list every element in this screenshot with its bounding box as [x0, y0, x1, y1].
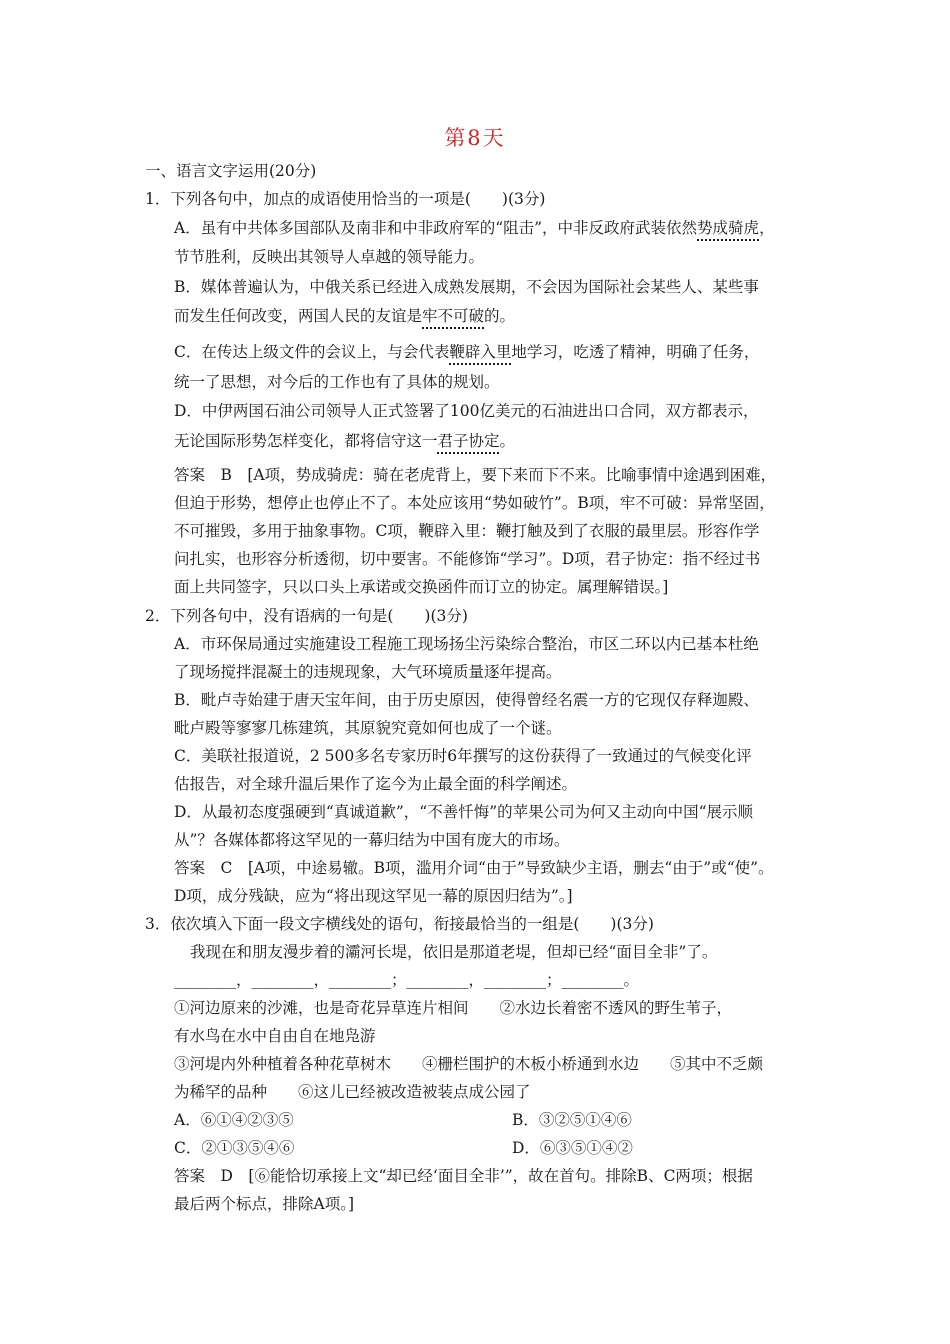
q2-stem: 2．下列各句中，没有语病的一句是( )(3分)	[145, 607, 468, 625]
q1-answer-line1: 答案 B [A项，势成骑虎：骑在老虎背上，要下来而下不来。比喻事情中途遇到困难，	[174, 466, 777, 484]
q1-answer-line4: 问扎实，也形容分析透彻，切中要害。不能修饰“学习”。D项，君子协定：指不经过书	[174, 550, 761, 568]
q3-sentence-line2: 有水鸟在水中自由自在地凫游	[174, 1027, 376, 1045]
q3-option-c: C．②①③⑤④⑥	[174, 1139, 295, 1157]
q1-option-a-line2: 节节胜利，反映出其领导人卓越的领导能力。	[174, 248, 485, 266]
q3-blanks: ________，________，________；________，________；________。	[174, 971, 640, 989]
q1-option-c-line2: 统一了思想，对今后的工作也有了具体的规划。	[174, 373, 500, 391]
q2-line: B．毗卢寺始建于唐天宝年间，由于历史原因，使得曾经名震一方的它现仅存释迦殿、	[174, 691, 759, 709]
q2-line: 了现场搅拌混凝土的违规现象，大气环境质量逐年提高。	[174, 663, 562, 681]
q1-d-idiom: 君子协定	[437, 432, 500, 450]
q3-option-d: D．⑥③⑤①④②	[512, 1139, 633, 1157]
q3-sentence-line1: ①河边原来的沙滩，也是奇花异草连片相间 ②水边长着密不透风的野生苇子，	[174, 999, 733, 1017]
q1-option-b-line1: B．媒体普遍认为，中俄关系已经进入成熟发展期，不会因为国际社会某些人、某些事	[174, 278, 759, 296]
q3-answer-line1: 答案 D [⑥能恰切承接上文“却已经‘面目全非’”，故在首句。排除B、C两项；根据	[174, 1167, 753, 1185]
q2-line: D．从最初态度强硬到“真诚道歉”，“不善忏悔”的苹果公司为何又主动向中国“展示顺	[174, 803, 754, 821]
q3-sentence-line4: 为稀罕的品种 ⑥这儿已经被改造被装点成公园了	[174, 1083, 531, 1101]
q1-option-b-line2: 而发生任何改变，两国人民的友谊是牢不可破的。	[174, 307, 516, 325]
q2-line: C．美联社报道说，2 500多名专家历时6年撰写的这份获得了一致通过的气候变化评	[174, 747, 752, 765]
q1-option-a-line1: A．虽有中共体多国部队及南非和中非政府军的“阻击”，中非反政府武装依然势成骑虎，	[174, 219, 775, 237]
q3-stem: 3．依次填入下面一段文字横线处的语句，衔接最恰当的一组是( )(3分)	[145, 915, 654, 933]
q1-b-idiom: 牢不可破	[422, 307, 485, 325]
q2-answer-line1: 答案 C [A项，中途易辙。B项，滥用介词“由于”导致缺少主语，删去“由于”或“使”。	[174, 859, 774, 877]
q2-line: 毗卢殿等寥寥几栋建筑，其原貌究竟如何也成了一个谜。	[174, 719, 562, 737]
q3-intro: 我现在和朋友漫步着的灞河长堤，依旧是那道老堤，但却已经“面目全非”了。	[190, 943, 718, 961]
q1-answer-line3: 不可摧毁，多用于抽象事物。C项，鞭辟入里：鞭打触及到了衣服的最里层。形容作学	[174, 522, 760, 540]
section-heading: 一、语言文字运用(20分)	[145, 162, 317, 180]
q1-option-d-line1: D．中伊两国石油公司领导人正式签署了100亿美元的石油进出口合同，双方都表示，	[174, 402, 759, 420]
q1-stem: 1．下列各句中，加点的成语使用恰当的一项是( )(3分)	[145, 190, 546, 208]
q3-option-a: A．⑥①④②③⑤	[174, 1111, 294, 1129]
q1-a-idiom: 势成骑虎	[697, 219, 760, 237]
q1-option-d-line2: 无论国际形势怎样变化，都将信守这一君子协定。	[174, 432, 516, 450]
q3-sentence-line3: ③河堤内外种植着各种花草树木 ④栅栏围护的木板小桥通到水边 ⑤其中不乏颇	[174, 1055, 764, 1073]
q1-answer-line2: 但迫于形势，想停止也停止不了。本处应该用“势如破竹”。B项，牢不可破：异常坚固，	[174, 494, 775, 512]
q3-option-b: B．③②⑤①④⑥	[512, 1111, 632, 1129]
q1-option-c-line1: C．在传达上级文件的会议上，与会代表鞭辟入里地学习，吃透了精神，明确了任务，	[174, 343, 760, 361]
q2-line: 估报告，对全球升温后果作了迄今为止最全面的科学阐述。	[174, 775, 578, 793]
q2-line: A．市环保局通过实施建设工程施工现场扬尘污染综合整治，市区二环以内已基本杜绝	[174, 635, 759, 653]
page-title: 第8天	[444, 126, 506, 150]
q2-answer-line2: D项，成分残缺，应为“将出现这罕见一幕的原因归结为”。]	[174, 887, 573, 905]
q1-c-idiom: 鞭辟入里	[449, 343, 512, 361]
q2-line: 从”？各媒体都将这罕见的一幕归结为中国有庞大的市场。	[174, 831, 570, 849]
q1-answer-line5: 面上共同签字，只以口头上承诺或交换函件而订立的协定。属理解错误。]	[174, 578, 669, 596]
q3-answer-line2: 最后两个标点，排除A项。]	[174, 1195, 354, 1213]
